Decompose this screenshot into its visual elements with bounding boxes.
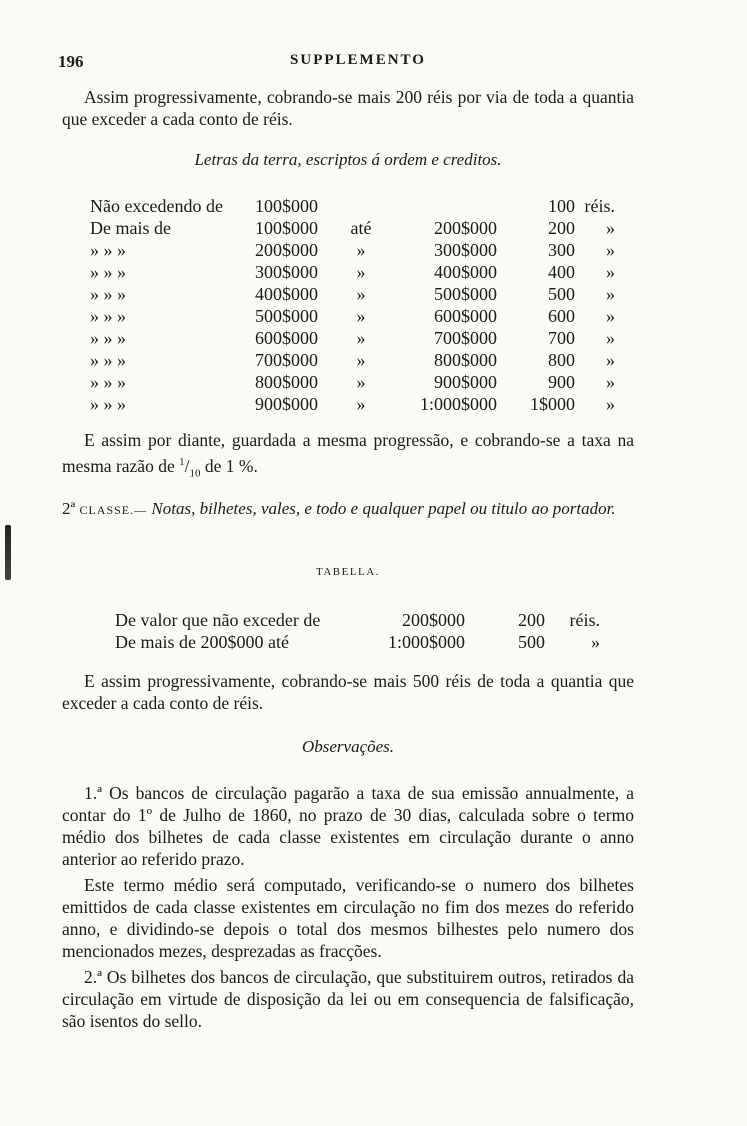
- rate-label: » » »: [90, 350, 126, 370]
- rate-label: » » »: [90, 306, 126, 326]
- rate-unit: »: [606, 372, 615, 392]
- rate-label: » » »: [90, 372, 126, 392]
- rate-from: 300$000: [255, 262, 318, 282]
- rate-label: » » »: [90, 240, 126, 260]
- rate-connector: »: [356, 306, 366, 326]
- rate-to: 600$000: [434, 306, 497, 326]
- fraction-denominator: 10: [189, 467, 201, 480]
- tabella-label-cell: De mais de 200$000 até: [115, 632, 289, 652]
- tabella-label-cell: De valor que não exceder de: [115, 610, 321, 630]
- running-header: [58, 52, 658, 74]
- rate-to: 700$000: [434, 328, 497, 348]
- rate-connector: »: [356, 394, 366, 414]
- rate-unit: réis.: [584, 196, 615, 216]
- rate-to: 500$000: [434, 284, 497, 304]
- rate-connector: »: [356, 284, 366, 304]
- rate-from: 500$000: [255, 306, 318, 326]
- rate-label: » » »: [90, 394, 126, 414]
- rate-to: 300$000: [434, 240, 497, 260]
- tabella-row: [115, 631, 600, 653]
- rate-row: [90, 283, 615, 305]
- rate-connector: [335, 195, 387, 217]
- rate-unit: »: [606, 218, 615, 238]
- obs1-paragraph: [62, 782, 634, 870]
- rate-row: [90, 349, 615, 371]
- rate-row: [90, 217, 615, 239]
- fraction: $^1/_{10}$: [179, 455, 201, 480]
- rate-from: 600$000: [255, 328, 318, 348]
- rate-row: [90, 371, 615, 393]
- intro-paragraph: [62, 86, 634, 130]
- rate-to: 400$000: [434, 262, 497, 282]
- rate-from: 700$000: [255, 350, 318, 370]
- rate-unit: »: [606, 240, 615, 260]
- rate-row: [90, 305, 615, 327]
- rate-connector: »: [356, 328, 366, 348]
- rate-value: 200: [548, 218, 575, 238]
- rate-to: [387, 195, 497, 217]
- rate-value: 400: [548, 262, 575, 282]
- tabella-value: 1:000$000: [387, 632, 465, 652]
- tabella-table: [115, 609, 600, 653]
- rate-label: » » »: [90, 328, 126, 348]
- rate-row: [90, 261, 615, 283]
- rate-from: 100$000: [255, 196, 318, 216]
- page-number: 196: [58, 52, 84, 71]
- rate-unit: »: [606, 328, 615, 348]
- rate-connector: »: [356, 240, 366, 260]
- rate-label: De mais de: [90, 218, 171, 238]
- tabella-rate: 200: [518, 610, 545, 630]
- rate-unit: »: [606, 394, 615, 414]
- rate-unit: »: [606, 306, 615, 326]
- rate-from: 900$000: [255, 394, 318, 414]
- rate-to: 900$000: [434, 372, 497, 392]
- progress-tail: de 1 %.: [204, 455, 258, 476]
- rates-table: [90, 195, 615, 415]
- rate-value: 700: [548, 328, 575, 348]
- rate-label: » » »: [90, 284, 126, 304]
- rate-value: 500: [548, 284, 575, 304]
- rate-value: 1$000: [530, 394, 575, 414]
- rate-from: 400$000: [255, 284, 318, 304]
- section1-title: Letras da terra, escriptos á ordem e creditos.: [194, 150, 502, 169]
- tabella-row: [115, 609, 600, 631]
- rate-from: 800$000: [255, 372, 318, 392]
- rate-label: Não excedendo de: [90, 196, 223, 216]
- progress2-paragraph: [62, 670, 634, 714]
- margin-bracket-mark: [5, 525, 11, 580]
- progress-paragraph: [62, 429, 634, 484]
- rate-unit: »: [606, 262, 615, 282]
- rate-label: » » »: [90, 262, 126, 282]
- rate-value: 600: [548, 306, 575, 326]
- rate-to: 800$000: [434, 350, 497, 370]
- section2-classe: CLASSE.—: [79, 503, 148, 517]
- rate-value: 800: [548, 350, 575, 370]
- rate-row: [90, 195, 615, 217]
- rate-from: 200$000: [255, 240, 318, 260]
- tabella-label: TABELLA.: [316, 566, 380, 578]
- rate-row: [90, 393, 615, 415]
- rate-unit: »: [606, 284, 615, 304]
- tabella-rate: 500: [518, 632, 545, 652]
- progress-text: E assim por diante, guardada a mesma progressão, e cobrando-se a taxa na mesma razão de: [62, 430, 634, 476]
- rate-connector: »: [356, 262, 366, 282]
- rate-value: 900: [548, 372, 575, 392]
- rate-from: 100$000: [255, 218, 318, 238]
- rate-connector: »: [356, 350, 366, 370]
- rate-connector: »: [356, 372, 366, 392]
- rate-value: 300: [548, 240, 575, 260]
- intro-text: Assim progressivamente, cobrando-se mais 200 réis por via de toda a quantia que exceder a cada conto de réis.: [62, 87, 634, 129]
- rate-connector: até: [350, 218, 372, 238]
- observacoes-title: Observações.: [301, 737, 395, 756]
- rate-value: 100: [548, 196, 575, 216]
- running-title: SUPPLEMENTO: [290, 52, 426, 68]
- tabella-unit: »: [591, 632, 600, 652]
- obs2-text: 2.ª Os bilhetes dos bancos de circulação, que substituirem outros, retirados da circulação em virtude de disposição da lei ou em consequencia de falsificação, são isentos do sello.: [62, 967, 634, 1031]
- rate-row: [90, 327, 615, 349]
- section2-prefix: 2ª: [62, 499, 76, 518]
- section2-title: Notas, bilhetes, vales, e todo e qualquer papel ou titulo ao portador.: [151, 499, 616, 518]
- obs1b-paragraph: [62, 874, 634, 962]
- tabella-value: 200$000: [402, 610, 465, 630]
- rate-unit: »: [606, 350, 615, 370]
- rate-row: [90, 239, 615, 261]
- tabella-unit: réis.: [569, 610, 600, 630]
- rate-to: 200$000: [434, 218, 497, 238]
- obs2-paragraph: [62, 966, 634, 1032]
- section2-heading: [62, 498, 642, 521]
- obs1b-text: Este termo médio será computado, verificando-se o numero dos bilhetes emittidos de cada classe existentes em circulação no fim dos mezes do referido anno, e dividindo-se depois o total dos mesmos bilhestes pelo numero dos mencionados mezes, desprezadas as fracções.: [62, 875, 634, 961]
- fraction-numerator: 1: [179, 456, 185, 468]
- obs1-text: 1.ª Os bancos de circulação pagarão a taxa de sua emissão annualmente, a contar do 1º de Julho de 1860, no prazo de 30 dias, calculada sobre o termo médio dos bilhetes de cada classe existentes em circulação durante o anno anterior ao referido prazo.: [62, 783, 634, 869]
- progress2-text: E assim progressivamente, cobrando-se mais 500 réis de toda a quantia que exceder a cada conto de réis.: [62, 671, 634, 713]
- rate-to: 1:000$000: [419, 394, 497, 414]
